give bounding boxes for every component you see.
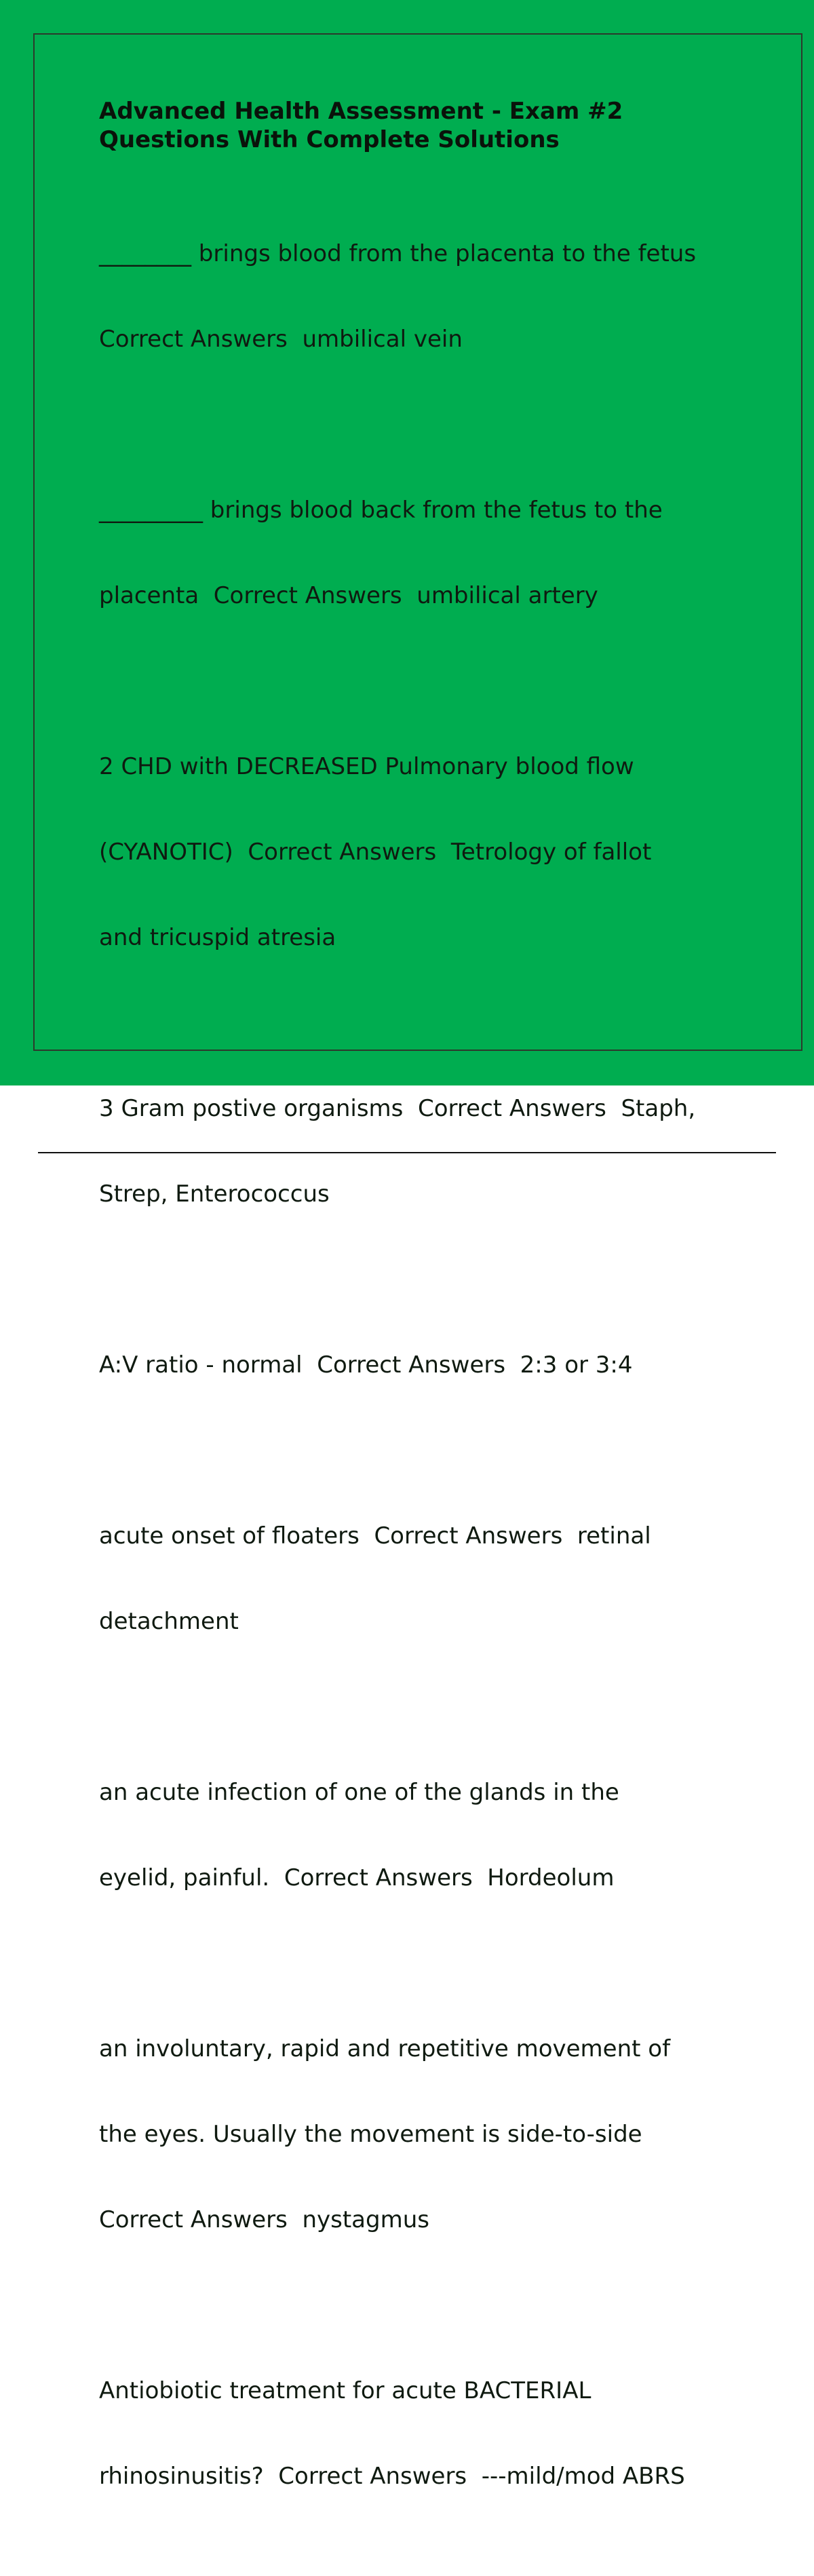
qa-item <box>99 1465 750 1693</box>
document-body <box>99 97 750 2576</box>
qa-line: placenta Correct Answers umbilical artery <box>99 582 598 609</box>
qa-line: (CYANOTIC) Correct Answers Tetrology of fallot <box>99 839 652 866</box>
qa-line: acute onset of floaters Correct Answers retinal <box>99 1522 651 1550</box>
qa-line: the eyes. Usually the movement is side-to-side <box>99 2121 642 2148</box>
qa-item <box>99 1037 750 1265</box>
qa-line: and tricuspid atresia <box>99 924 336 951</box>
qa-line: ________ brings blood from the placenta to the fetus <box>99 240 697 267</box>
qa-line: detachment <box>99 1608 239 1635</box>
qa-item <box>99 695 750 1009</box>
qa-item <box>99 182 750 410</box>
qa-item <box>99 1721 750 1949</box>
qa-line: 2 CHD with DECREASED Pulmonary blood flow <box>99 753 634 780</box>
qa-line: Strep, Enterococcus <box>99 1180 330 1208</box>
qa-line: an acute infection of one of the glands in the <box>99 1779 619 1806</box>
qa-item <box>99 439 750 667</box>
qa-line: an involuntary, rapid and repetitive movement of <box>99 2035 671 2062</box>
qa-item <box>99 1978 750 2291</box>
qa-line: Correct Answers umbilical vein <box>99 326 463 353</box>
qa-line: _________ brings blood back from the fetus to the <box>99 497 663 524</box>
footer-divider <box>38 1152 776 1153</box>
qa-line: 3 Gram postive organisms Correct Answers Staph, <box>99 1095 696 1122</box>
qa-line: eyelid, painful. Correct Answers Hordeolum <box>99 1864 615 1891</box>
document-title <box>99 97 750 154</box>
qa-item <box>99 2320 750 2548</box>
qa-line: A:V ratio - normal Correct Answers 2:3 or 3:4 <box>99 1351 633 1379</box>
qa-line: Correct Answers nystagmus <box>99 2206 429 2233</box>
title-line: Advanced Health Assessment - Exam #2 <box>99 98 623 125</box>
qa-line: Antiobiotic treatment for acute BACTERIAL <box>99 2377 592 2404</box>
qa-line: rhinosinusitis? Correct Answers ---mild/mod ABRS <box>99 2463 685 2490</box>
title-line: Questions With Complete Solutions <box>99 126 560 153</box>
qa-item <box>99 1294 750 1436</box>
